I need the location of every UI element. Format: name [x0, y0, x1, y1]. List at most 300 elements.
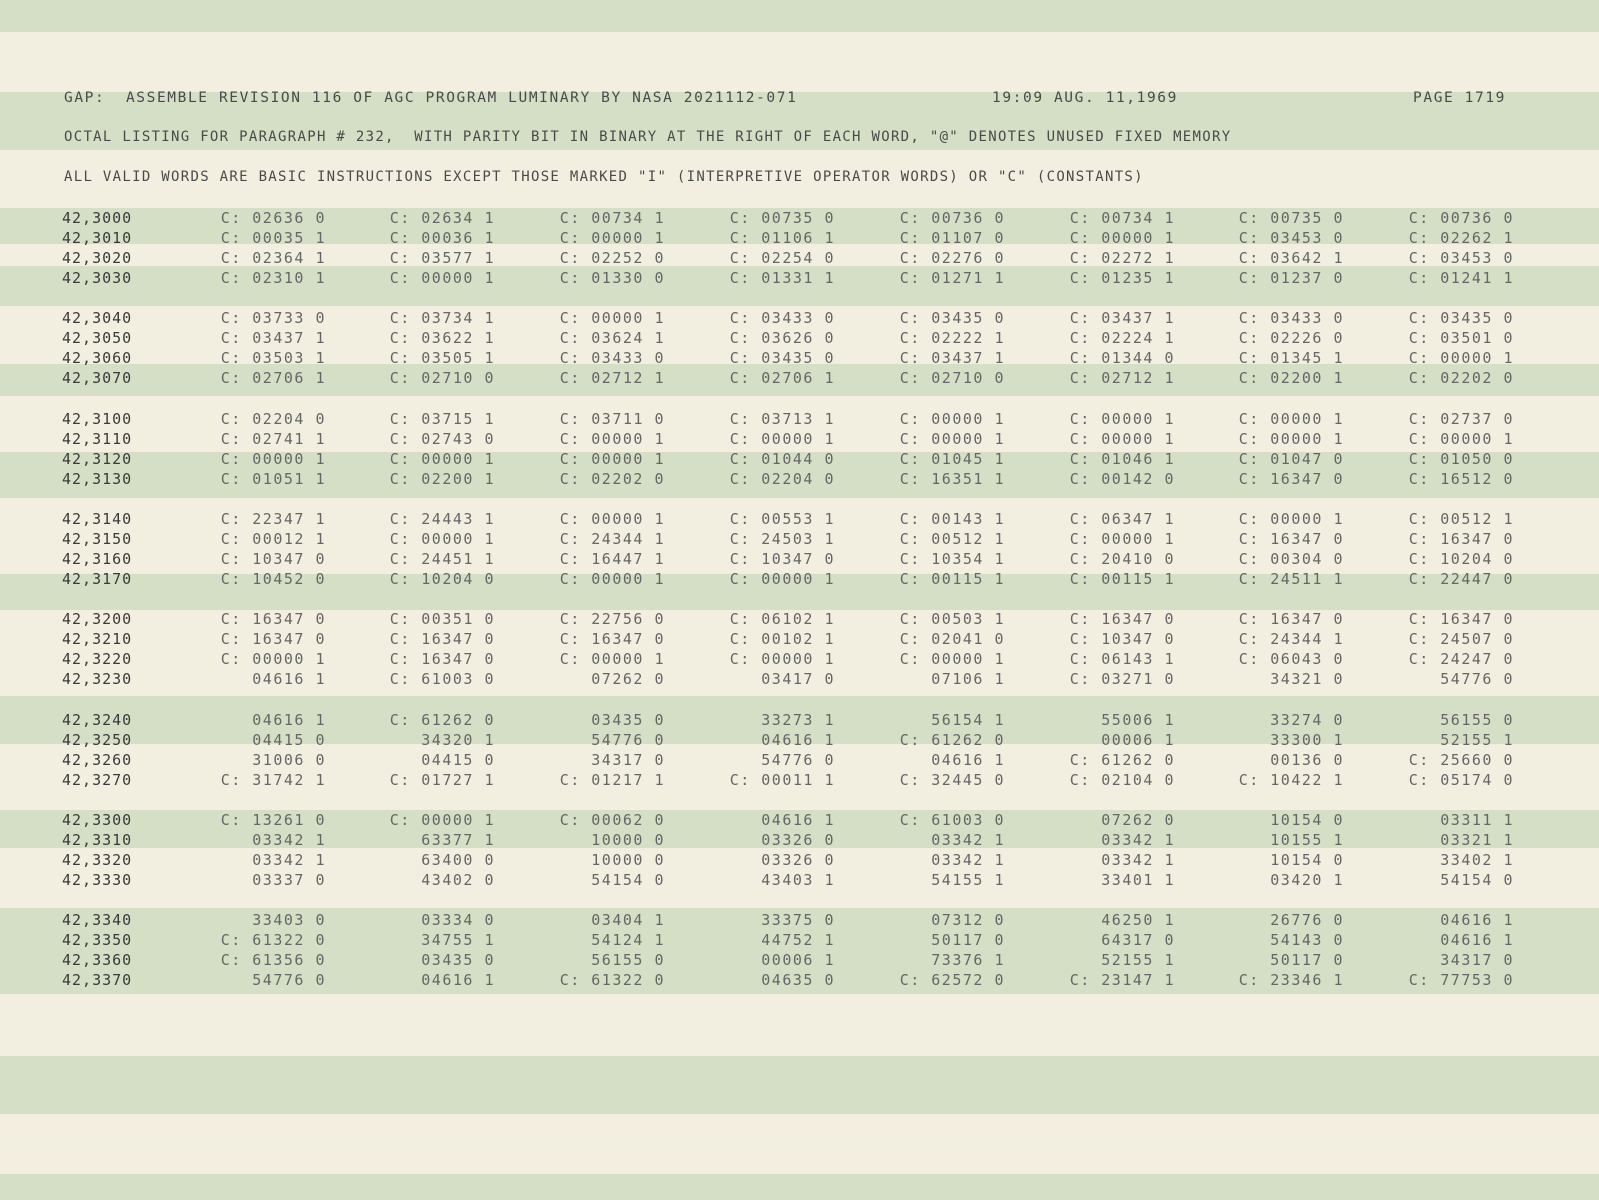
octal-word: 63377 1 [421, 831, 495, 849]
octal-word: C: 01344 0 [1069, 349, 1175, 367]
row-address: 42,3020 [62, 249, 133, 267]
table-row [0, 610, 1599, 630]
paper-stripe [0, 1174, 1599, 1200]
octal-word: C: 13261 0 [220, 811, 326, 829]
octal-word: C: 24247 0 [1408, 650, 1514, 668]
octal-word: 04635 0 [761, 971, 835, 989]
octal-word: C: 03715 1 [389, 410, 495, 428]
table-row [0, 470, 1599, 490]
octal-word: 03311 1 [1440, 811, 1514, 829]
table-row [0, 951, 1599, 971]
octal-word: C: 03271 0 [1069, 670, 1175, 688]
octal-word: C: 03622 1 [389, 329, 495, 347]
paper-stripe [0, 0, 1599, 32]
octal-word: C: 03437 1 [899, 349, 1005, 367]
octal-word: C: 03713 1 [729, 410, 835, 428]
octal-word: 52155 1 [1101, 951, 1175, 969]
octal-word: 03420 1 [1270, 871, 1344, 889]
table-row [0, 911, 1599, 931]
octal-word: 31006 0 [252, 751, 326, 769]
octal-word: C: 02204 0 [220, 410, 326, 428]
octal-word: C: 00036 1 [389, 229, 495, 247]
octal-word: 63400 0 [421, 851, 495, 869]
octal-word: 34755 1 [421, 931, 495, 949]
row-address: 42,3350 [62, 931, 133, 949]
octal-word: C: 00142 0 [1069, 470, 1175, 488]
octal-word: C: 00000 1 [1238, 430, 1344, 448]
table-row [0, 329, 1599, 349]
octal-word: 10000 0 [591, 831, 665, 849]
octal-word: C: 02224 1 [1069, 329, 1175, 347]
octal-word: C: 16347 0 [1238, 470, 1344, 488]
octal-word: C: 03435 0 [899, 309, 1005, 327]
table-row [0, 369, 1599, 389]
octal-word: C: 00000 1 [559, 229, 665, 247]
octal-word: C: 00115 1 [899, 570, 1005, 588]
octal-word: C: 00304 0 [1238, 550, 1344, 568]
table-row [0, 670, 1599, 690]
octal-word: C: 01331 1 [729, 269, 835, 287]
octal-word: 54143 0 [1270, 931, 1344, 949]
octal-word: 33402 1 [1440, 851, 1514, 869]
octal-word: C: 00000 1 [729, 650, 835, 668]
octal-word: C: 61322 0 [559, 971, 665, 989]
octal-word: C: 03433 0 [729, 309, 835, 327]
octal-word: C: 00736 0 [1408, 209, 1514, 227]
octal-word: C: 03505 1 [389, 349, 495, 367]
octal-word: C: 03734 1 [389, 309, 495, 327]
octal-word: C: 00062 0 [559, 811, 665, 829]
octal-word: 07106 1 [931, 670, 1005, 688]
table-row [0, 711, 1599, 731]
octal-word: C: 16347 0 [1408, 610, 1514, 628]
table-row [0, 269, 1599, 289]
octal-word: C: 00012 1 [220, 530, 326, 548]
octal-word: 03404 1 [591, 911, 665, 929]
row-address: 42,3230 [62, 670, 133, 688]
octal-word: 03326 0 [761, 851, 835, 869]
octal-word: 04616 1 [761, 811, 835, 829]
octal-word: C: 02310 1 [220, 269, 326, 287]
octal-word: C: 00000 1 [1069, 410, 1175, 428]
header-valid-words: ALL VALID WORDS ARE BASIC INSTRUCTIONS EXCEPT THOSE MARKED "I" (INTERPRETIVE OPERATOR WORDS) OR "C" (CONSTANTS) [64, 169, 1144, 185]
table-row [0, 530, 1599, 550]
address-block [0, 711, 1599, 791]
octal-word: 56155 0 [591, 951, 665, 969]
octal-word: C: 00000 1 [559, 430, 665, 448]
octal-word: 03326 0 [761, 831, 835, 849]
table-row [0, 811, 1599, 831]
octal-word: C: 61322 0 [220, 931, 326, 949]
octal-word: C: 02712 1 [1069, 369, 1175, 387]
octal-word: 34317 0 [1440, 951, 1514, 969]
octal-word: C: 00734 1 [559, 209, 665, 227]
octal-word: C: 00102 1 [729, 630, 835, 648]
octal-word: C: 00000 1 [389, 450, 495, 468]
octal-word: 03342 1 [252, 831, 326, 849]
row-address: 42,3120 [62, 450, 133, 468]
row-address: 42,3220 [62, 650, 133, 668]
octal-word: 33401 1 [1101, 871, 1175, 889]
table-row [0, 831, 1599, 851]
octal-word: C: 03433 0 [1238, 309, 1344, 327]
row-address: 42,3100 [62, 410, 133, 428]
octal-word: 10154 0 [1270, 851, 1344, 869]
octal-word: C: 00011 1 [729, 771, 835, 789]
octal-word: C: 00000 1 [1238, 410, 1344, 428]
row-address: 42,3270 [62, 771, 133, 789]
octal-word: 50117 0 [1270, 951, 1344, 969]
octal-word: C: 02710 0 [389, 369, 495, 387]
octal-word: C: 00553 1 [729, 510, 835, 528]
octal-word: C: 02222 1 [899, 329, 1005, 347]
row-address: 42,3340 [62, 911, 133, 929]
octal-word: C: 31742 1 [220, 771, 326, 789]
address-block [0, 510, 1599, 590]
octal-word: C: 16351 1 [899, 470, 1005, 488]
octal-word: C: 16347 0 [389, 630, 495, 648]
octal-word: C: 61262 0 [1069, 751, 1175, 769]
octal-word: C: 61003 0 [389, 670, 495, 688]
octal-word: 52155 1 [1440, 731, 1514, 749]
octal-word: C: 00000 1 [220, 450, 326, 468]
address-block [0, 811, 1599, 891]
row-address: 42,3360 [62, 951, 133, 969]
row-address: 42,3300 [62, 811, 133, 829]
octal-word: C: 10347 0 [1069, 630, 1175, 648]
octal-word: 00006 1 [1101, 731, 1175, 749]
octal-word: C: 06043 0 [1238, 650, 1344, 668]
octal-word: C: 01051 1 [220, 470, 326, 488]
octal-word: 44752 1 [761, 931, 835, 949]
octal-word: C: 10452 0 [220, 570, 326, 588]
address-block [0, 610, 1599, 690]
octal-word: C: 02364 1 [220, 249, 326, 267]
octal-word: C: 00000 1 [729, 570, 835, 588]
row-address: 42,3370 [62, 971, 133, 989]
octal-word: C: 16347 0 [1238, 530, 1344, 548]
octal-word: C: 02276 0 [899, 249, 1005, 267]
octal-word: C: 61003 0 [899, 811, 1005, 829]
octal-word: 46250 1 [1101, 911, 1175, 929]
octal-word: C: 02712 1 [559, 369, 665, 387]
octal-word: 64317 0 [1101, 931, 1175, 949]
table-row [0, 931, 1599, 951]
octal-word: C: 03624 1 [559, 329, 665, 347]
octal-word: C: 00000 1 [1069, 430, 1175, 448]
octal-word: C: 01106 1 [729, 229, 835, 247]
table-row [0, 650, 1599, 670]
octal-word: C: 16347 0 [220, 630, 326, 648]
octal-word: C: 03433 0 [559, 349, 665, 367]
octal-word: C: 10204 0 [389, 570, 495, 588]
octal-word: C: 23147 1 [1069, 971, 1175, 989]
octal-word: C: 02200 1 [389, 470, 495, 488]
octal-word: 54776 0 [252, 971, 326, 989]
octal-word: 00006 1 [761, 951, 835, 969]
octal-word: 56154 1 [931, 711, 1005, 729]
octal-word: C: 02737 0 [1408, 410, 1514, 428]
table-row [0, 510, 1599, 530]
octal-word: 26776 0 [1270, 911, 1344, 929]
octal-word: C: 00000 1 [389, 811, 495, 829]
octal-word: C: 00512 1 [899, 530, 1005, 548]
octal-word: C: 03642 1 [1238, 249, 1344, 267]
octal-word: C: 02706 1 [220, 369, 326, 387]
octal-word: C: 16347 0 [1408, 530, 1514, 548]
octal-word: C: 02272 1 [1069, 249, 1175, 267]
octal-word: C: 00000 1 [729, 430, 835, 448]
octal-word: C: 00000 1 [1069, 530, 1175, 548]
octal-word: C: 00736 0 [899, 209, 1005, 227]
octal-word: C: 16347 0 [1238, 610, 1344, 628]
octal-word: 33273 1 [761, 711, 835, 729]
octal-word: 54154 0 [1440, 871, 1514, 889]
octal-word: C: 03577 1 [389, 249, 495, 267]
header-title: GAP: ASSEMBLE REVISION 116 OF AGC PROGRAM LUMINARY BY NASA 2021112-071 [64, 90, 798, 106]
octal-word: C: 61262 0 [389, 711, 495, 729]
address-block [0, 410, 1599, 490]
octal-word: 00136 0 [1270, 751, 1344, 769]
octal-word: C: 02634 1 [389, 209, 495, 227]
octal-word: 07312 0 [931, 911, 1005, 929]
octal-word: 03342 1 [1101, 851, 1175, 869]
octal-word: C: 00143 1 [899, 510, 1005, 528]
row-address: 42,3060 [62, 349, 133, 367]
octal-word: C: 03626 0 [729, 329, 835, 347]
octal-word: 03342 1 [1101, 831, 1175, 849]
table-row [0, 450, 1599, 470]
octal-word: C: 00115 1 [1069, 570, 1175, 588]
table-row [0, 871, 1599, 891]
octal-word: 10155 1 [1270, 831, 1344, 849]
row-address: 42,3250 [62, 731, 133, 749]
octal-word: C: 61356 0 [220, 951, 326, 969]
octal-word: C: 00000 1 [899, 410, 1005, 428]
octal-word: C: 00000 1 [899, 430, 1005, 448]
octal-word: C: 03437 1 [220, 329, 326, 347]
octal-word: C: 00503 1 [899, 610, 1005, 628]
octal-word: C: 00000 1 [389, 269, 495, 287]
octal-word: 50117 0 [931, 931, 1005, 949]
octal-word: C: 01235 1 [1069, 269, 1175, 287]
octal-word: C: 00000 1 [1408, 349, 1514, 367]
octal-word: C: 00000 1 [559, 309, 665, 327]
octal-word: C: 24451 1 [389, 550, 495, 568]
octal-word: C: 01217 1 [559, 771, 665, 789]
row-address: 42,3260 [62, 751, 133, 769]
octal-word: C: 00000 1 [559, 570, 665, 588]
octal-word: C: 02041 0 [899, 630, 1005, 648]
octal-word: C: 01044 0 [729, 450, 835, 468]
row-address: 42,3150 [62, 530, 133, 548]
octal-word: 34317 0 [591, 751, 665, 769]
row-address: 42,3000 [62, 209, 133, 227]
octal-word: C: 02200 1 [1238, 369, 1344, 387]
octal-word: C: 03453 0 [1238, 229, 1344, 247]
address-block [0, 911, 1599, 991]
octal-word: C: 06143 1 [1069, 650, 1175, 668]
octal-word: C: 00734 1 [1069, 209, 1175, 227]
octal-word: C: 25660 0 [1408, 751, 1514, 769]
octal-word: 54776 0 [1440, 670, 1514, 688]
row-address: 42,3310 [62, 831, 133, 849]
table-row [0, 630, 1599, 650]
octal-word: C: 24507 0 [1408, 630, 1514, 648]
row-address: 42,3030 [62, 269, 133, 287]
octal-word: C: 02741 1 [220, 430, 326, 448]
octal-word: 43402 0 [421, 871, 495, 889]
octal-word: C: 00000 1 [1238, 510, 1344, 528]
address-block [0, 309, 1599, 389]
octal-word: 34320 1 [421, 731, 495, 749]
octal-word: C: 03501 0 [1408, 329, 1514, 347]
octal-word: C: 06102 1 [729, 610, 835, 628]
table-row [0, 570, 1599, 590]
octal-word: C: 20410 0 [1069, 550, 1175, 568]
octal-word: C: 00735 0 [729, 209, 835, 227]
octal-word: C: 10354 1 [899, 550, 1005, 568]
paper-stripe [0, 1056, 1599, 1114]
row-address: 42,3070 [62, 369, 133, 387]
octal-word: C: 00000 1 [559, 510, 665, 528]
octal-word: 54155 1 [931, 871, 1005, 889]
octal-word: C: 24344 1 [1238, 630, 1344, 648]
header-timestamp: 19:09 AUG. 11,1969 [992, 90, 1178, 106]
octal-word: 03435 0 [591, 711, 665, 729]
table-row [0, 430, 1599, 450]
octal-word: 04616 1 [1440, 911, 1514, 929]
table-row [0, 550, 1599, 570]
table-row [0, 771, 1599, 791]
octal-word: C: 16347 0 [220, 610, 326, 628]
octal-word: C: 03435 0 [1408, 309, 1514, 327]
table-row [0, 410, 1599, 430]
octal-word: C: 62572 0 [899, 971, 1005, 989]
octal-word: 55006 1 [1101, 711, 1175, 729]
octal-word: C: 00000 1 [559, 450, 665, 468]
octal-word: C: 02636 0 [220, 209, 326, 227]
octal-word: C: 16347 0 [389, 650, 495, 668]
octal-word: C: 00512 1 [1408, 510, 1514, 528]
octal-word: C: 05174 0 [1408, 771, 1514, 789]
octal-word: C: 00000 1 [899, 650, 1005, 668]
octal-word: C: 22447 0 [1408, 570, 1514, 588]
octal-word: C: 22347 1 [220, 510, 326, 528]
row-address: 42,3040 [62, 309, 133, 327]
octal-word: C: 01107 0 [899, 229, 1005, 247]
octal-word: C: 01727 1 [389, 771, 495, 789]
row-address: 42,3140 [62, 510, 133, 528]
octal-word: 04616 1 [1440, 931, 1514, 949]
octal-word: C: 77753 0 [1408, 971, 1514, 989]
octal-word: C: 02226 0 [1238, 329, 1344, 347]
octal-word: 54776 0 [761, 751, 835, 769]
octal-word: C: 16447 1 [559, 550, 665, 568]
octal-word: C: 03453 0 [1408, 249, 1514, 267]
octal-word: 04415 0 [421, 751, 495, 769]
octal-word: C: 16347 0 [1069, 610, 1175, 628]
octal-word: 03435 0 [421, 951, 495, 969]
octal-word: C: 01047 0 [1238, 450, 1344, 468]
octal-word: 04616 1 [931, 751, 1005, 769]
table-row [0, 851, 1599, 871]
octal-word: C: 24443 1 [389, 510, 495, 528]
table-row [0, 309, 1599, 329]
octal-word: C: 00351 0 [389, 610, 495, 628]
octal-word: C: 01045 1 [899, 450, 1005, 468]
octal-word: 54776 0 [591, 731, 665, 749]
row-address: 42,3330 [62, 871, 133, 889]
octal-word: 03337 0 [252, 871, 326, 889]
octal-word: C: 00035 1 [220, 229, 326, 247]
octal-word: C: 00735 0 [1238, 209, 1344, 227]
table-row [0, 751, 1599, 771]
octal-word: C: 00000 1 [1408, 430, 1514, 448]
octal-word: 04415 0 [252, 731, 326, 749]
octal-word: C: 00000 1 [1069, 229, 1175, 247]
octal-word: C: 24503 1 [729, 530, 835, 548]
octal-word: C: 01046 1 [1069, 450, 1175, 468]
octal-word: C: 01241 1 [1408, 269, 1514, 287]
octal-word: 04616 1 [252, 670, 326, 688]
octal-word: 03321 1 [1440, 831, 1514, 849]
octal-word: C: 02743 0 [389, 430, 495, 448]
octal-word: C: 01050 0 [1408, 450, 1514, 468]
row-address: 42,3320 [62, 851, 133, 869]
octal-word: C: 02202 0 [559, 470, 665, 488]
octal-word: 04616 1 [761, 731, 835, 749]
row-address: 42,3160 [62, 550, 133, 568]
octal-word: 07262 0 [1101, 811, 1175, 829]
octal-word: C: 32445 0 [899, 771, 1005, 789]
table-row [0, 249, 1599, 269]
octal-word: C: 02204 0 [729, 470, 835, 488]
octal-word: C: 10347 0 [220, 550, 326, 568]
octal-word: 03334 0 [421, 911, 495, 929]
row-address: 42,3050 [62, 329, 133, 347]
octal-word: C: 23346 1 [1238, 971, 1344, 989]
row-address: 42,3240 [62, 711, 133, 729]
octal-word: C: 06347 1 [1069, 510, 1175, 528]
table-row [0, 209, 1599, 229]
address-block [0, 209, 1599, 289]
octal-word: C: 00000 1 [389, 530, 495, 548]
octal-word: C: 16347 0 [559, 630, 665, 648]
octal-word: C: 02706 1 [729, 369, 835, 387]
octal-word: C: 03435 0 [729, 349, 835, 367]
octal-word: C: 61262 0 [899, 731, 1005, 749]
octal-word: C: 22756 0 [559, 610, 665, 628]
octal-word: 04616 1 [421, 971, 495, 989]
header-octal-listing: OCTAL LISTING FOR PARAGRAPH # 232, WITH PARITY BIT IN BINARY AT THE RIGHT OF EACH WORD, "@" DENOTES UNUSED FIXED MEMORY [64, 129, 1232, 145]
octal-word: 33375 0 [761, 911, 835, 929]
octal-word: C: 01237 0 [1238, 269, 1344, 287]
octal-word: 33403 0 [252, 911, 326, 929]
table-row [0, 731, 1599, 751]
octal-word: C: 02252 0 [559, 249, 665, 267]
octal-word: C: 03437 1 [1069, 309, 1175, 327]
table-row [0, 349, 1599, 369]
octal-word: 33274 0 [1270, 711, 1344, 729]
octal-word: C: 02254 0 [729, 249, 835, 267]
octal-word: 73376 1 [931, 951, 1005, 969]
octal-word: 54154 0 [591, 871, 665, 889]
octal-word: 33300 1 [1270, 731, 1344, 749]
octal-word: 34321 0 [1270, 670, 1344, 688]
row-address: 42,3010 [62, 229, 133, 247]
octal-word: 56155 0 [1440, 711, 1514, 729]
